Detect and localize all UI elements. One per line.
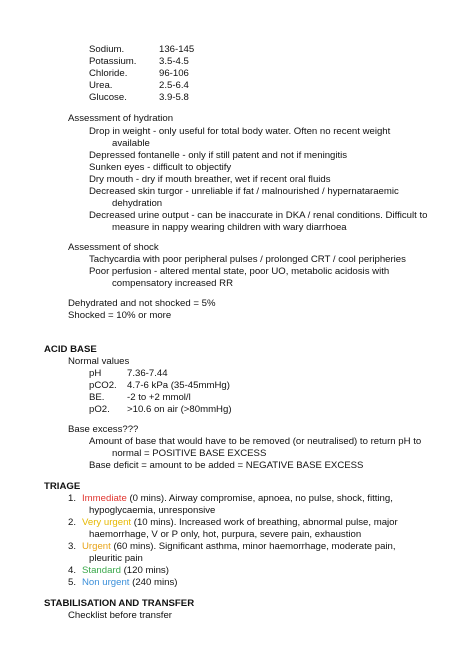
shock-line: Poor perfusion - altered mental state, poor UO, metabolic acidosis with — [89, 266, 390, 277]
base-excess-label: Base excess??? — [68, 424, 139, 435]
triage-item — [82, 565, 169, 577]
acid-base-value: 4.7-6 kPa (35-45mmHg) — [127, 380, 230, 391]
acid-base-name: pO2. — [89, 404, 110, 415]
summary-line: Dehydrated and not shocked = 5% — [68, 298, 216, 309]
hydration-line: available — [112, 138, 150, 149]
triage-item-number: 3. — [68, 541, 77, 552]
hydration-line: dehydration — [112, 198, 163, 209]
triage-category-urgent: Urgent — [82, 541, 111, 552]
hydration-line: Decreased urine output - can be inaccurate in DKA / renal conditions. Difficult to — [89, 210, 428, 221]
triage-item-continuation: haemorrhage, V or P only, hot, purpura, severe pain, exhaustion — [89, 529, 362, 540]
electrolyte-name: Sodium. — [89, 44, 125, 55]
triage-item-continuation: pleuritic pain — [89, 553, 143, 564]
base-excess-line: Base deficit = amount to be added = NEGATIVE BASE EXCESS — [89, 460, 364, 471]
stabilisation-heading: STABILISATION AND TRANSFER — [44, 598, 195, 609]
triage-item-continuation: hypoglycaemia, unresponsive — [89, 505, 216, 516]
triage-item-number: 1. — [68, 493, 77, 504]
electrolyte-value: 3.5-4.5 — [159, 56, 189, 67]
triage-item-number: 5. — [68, 577, 77, 588]
triage-heading: TRIAGE — [44, 481, 81, 492]
hydration-line: measure in nappy wearing children with wary diarrhoea — [112, 222, 347, 233]
triage-item — [82, 493, 393, 505]
triage-item-text: (60 mins). Significant asthma, minor haemorrhage, moderate pain, — [110, 541, 396, 552]
acid-base-value: 7.36-7.44 — [127, 368, 168, 379]
electrolyte-name: Glucose. — [89, 92, 127, 103]
electrolyte-value: 136-145 — [159, 44, 195, 55]
triage-category-standard: Standard — [82, 565, 121, 576]
summary-line: Shocked = 10% or more — [68, 310, 172, 321]
triage-item — [82, 541, 396, 553]
electrolyte-value: 3.9-5.8 — [159, 92, 189, 103]
triage-category-very-urgent: Very urgent — [82, 517, 132, 528]
acid-base-name: pCO2. — [89, 380, 117, 391]
triage-item-text: (0 mins). Airway compromise, apnoea, no pulse, shock, fitting, — [126, 493, 393, 504]
base-excess-line: Amount of base that would have to be removed (or neutralised) to return pH to — [89, 436, 422, 447]
hydration-line: Depressed fontanelle - only if still patent and not if meningitis — [89, 150, 348, 161]
electrolyte-value: 2.5-6.4 — [159, 80, 189, 91]
hydration-line: Drop in weight - only useful for total body water. Often no recent weight — [89, 126, 391, 137]
hydration-line: Decreased skin turgor - unreliable if fat / malnourished / hypernataraemic — [89, 186, 399, 197]
electrolyte-name: Chloride. — [89, 68, 128, 79]
hydration-heading: Assessment of hydration — [68, 113, 174, 124]
normal-values-label: Normal values — [68, 356, 130, 367]
triage-item-text: (10 mins). Increased work of breathing, abnormal pulse, major — [131, 517, 398, 528]
triage-item-number: 2. — [68, 517, 77, 528]
triage-category-non-urgent: Non urgent — [82, 577, 130, 588]
acid-base-value: >10.6 on air (>80mmHg) — [127, 404, 232, 415]
hydration-line: Dry mouth - dry if mouth breather, wet if recent oral fluids — [89, 174, 331, 185]
triage-category-immediate: Immediate — [82, 493, 127, 504]
triage-item — [82, 517, 398, 529]
hydration-line: Sunken eyes - difficult to objectify — [89, 162, 232, 173]
triage-item-text: (120 mins) — [120, 565, 169, 576]
triage-item-number: 4. — [68, 565, 77, 576]
base-excess-line: normal = POSITIVE BASE EXCESS — [112, 448, 267, 459]
electrolyte-name: Potassium. — [89, 56, 137, 67]
stabilisation-line: Checklist before transfer — [68, 610, 172, 621]
acid-base-name: BE. — [89, 392, 105, 403]
acid-base-heading: ACID BASE — [44, 344, 97, 355]
shock-line: compensatory increased RR — [112, 278, 234, 289]
shock-heading: Assessment of shock — [68, 242, 159, 253]
acid-base-value: -2 to +2 mmol/l — [127, 392, 191, 403]
triage-item — [82, 577, 177, 589]
triage-item-text: (240 mins) — [129, 577, 178, 588]
electrolyte-name: Urea. — [89, 80, 113, 91]
shock-line: Tachycardia with poor peripheral pulses / prolonged CRT / cool peripheries — [89, 254, 406, 265]
acid-base-name: pH — [89, 368, 102, 379]
electrolyte-value: 96-106 — [159, 68, 189, 79]
